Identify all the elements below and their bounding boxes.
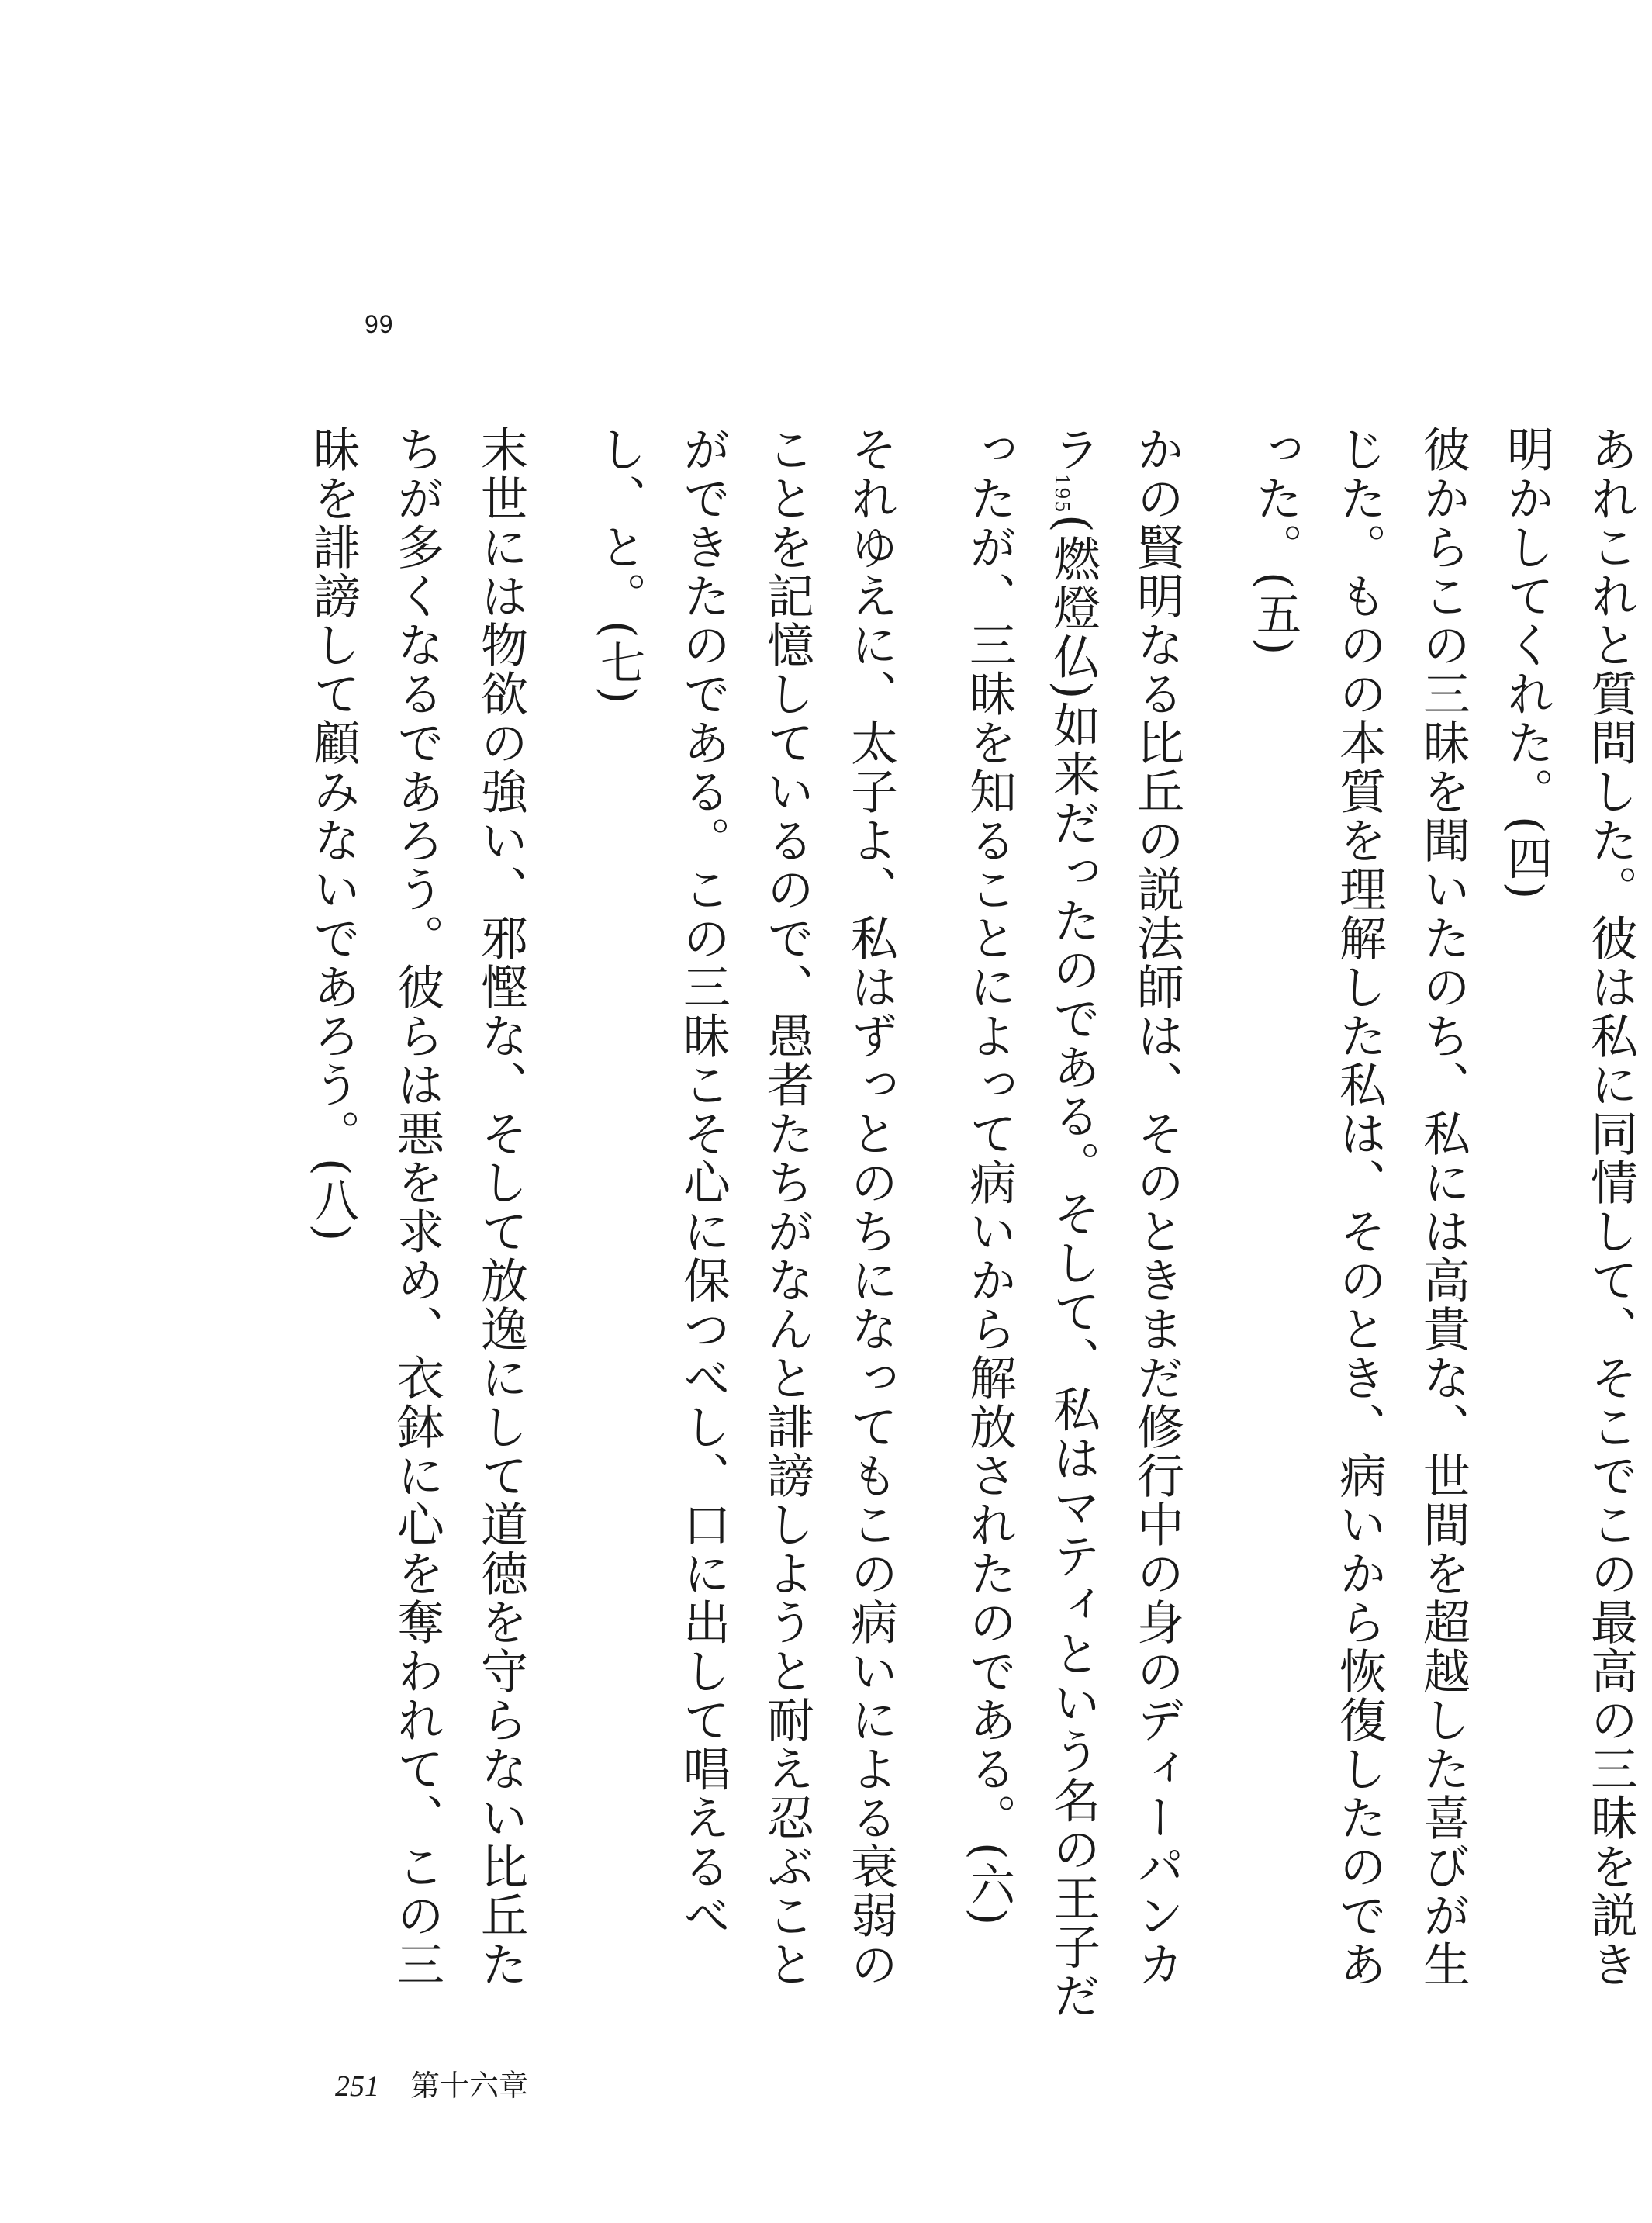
scan-page-number: 99: [365, 310, 394, 338]
paragraph-6-text-b: (燃燈仏)如来だったのである。そして、私はマティという名の王子だったが、三昧を知ることによって病いから解放されたのである。: [962, 425, 1101, 2021]
paragraph-5-text: 彼からこの三昧を聞いたのち、私には高貴な、世間を超越した喜びが生じた。ものの本質を理解した私は、そのとき、病いから恢復したのであった。: [1248, 425, 1471, 1989]
footnote-reference: 195: [1051, 474, 1073, 514]
paragraph-5: [1233, 425, 1484, 2027]
page-number: 251: [335, 2070, 379, 2103]
paragraph-6-text-a: かの賢明なる比丘の説法師は、そのときまだ修行中の身のディーパンカラ: [1045, 425, 1184, 1989]
note-marker-6: (六): [963, 1842, 1015, 1927]
vertical-text-body: [256, 425, 1652, 2027]
note-marker-4: (四): [1500, 816, 1553, 901]
paragraph-8-text: 末世には物欲の強い、邪慳な、そして放逸にして道徳を守らない比丘たちが多くなるであろう。彼らは悪を求め、衣鉢に心を奪われて、この三昧を誹謗して顧みないであろう。: [306, 425, 528, 1989]
note-marker-5: (五): [1249, 572, 1301, 657]
page-footer: [335, 2062, 528, 2104]
paragraph-8: [291, 425, 542, 2027]
note-marker-7: (七): [593, 621, 645, 706]
paragraph-7: [577, 425, 912, 2027]
paragraph-4-text: あれこれと質問した。彼は私に同情して、そこでこの最高の三昧を説き明かしてくれた。: [1499, 425, 1638, 1989]
chapter-title: 第十六章: [410, 2069, 529, 2103]
paragraph-4: [1484, 425, 1652, 2027]
note-marker-8: (八): [306, 1158, 359, 1243]
paragraph-6: [947, 425, 1198, 2027]
paragraph-7-text: それゆえに、太子よ、私はずっとのちになってもこの病いによる衰弱のことを記憶しているので、愚者たちがなんと誹謗しようと耐え忍ぶことができたのである。この三昧こそ心に保つべし、口に出して唱えるべし、と。: [592, 425, 898, 1989]
